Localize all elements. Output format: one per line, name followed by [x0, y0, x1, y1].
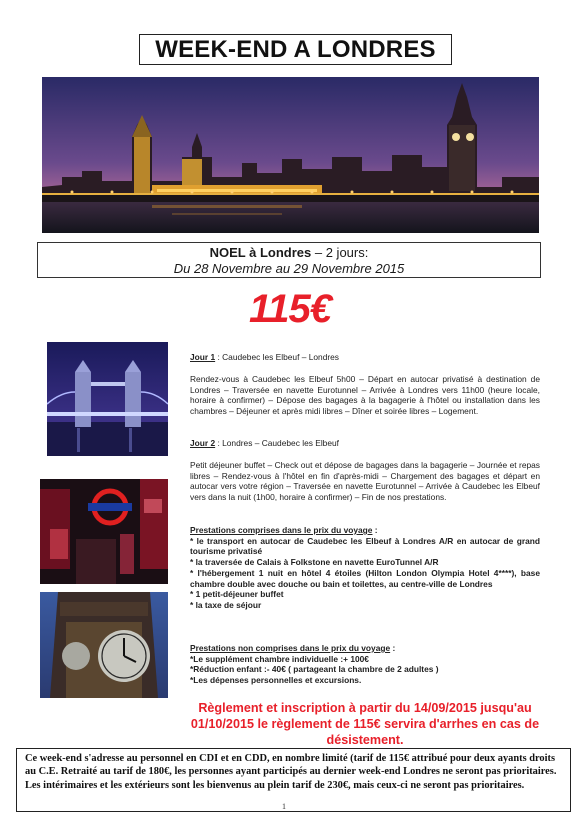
included-heading-suffix: :	[372, 525, 378, 535]
not-included-item: *Réduction enfant :- 40€ ( partageant la chambre de 2 adultes )	[190, 664, 439, 675]
day2-body: Petit déjeuner buffet – Check out et dépose de bagages dans la bagagerie – Journée et repas libres – Rendez-vous à l'hôtel en fin d'après-midi – Chargement des bagages et départ en autocar vers votre région – Traversée en navette Eurotunnel – Arrivée à Caudebec les Elbeuf vers dans la nuit (1h00, horaire à confirmer) – Fin de nos prestations.	[190, 460, 540, 503]
page-number: 1	[282, 802, 286, 811]
day1-body: Rendez-vous à Caudebec les Elbeuf 5h00 – Départ en autocar privatisé à destination de Londres – Traversée en navette Eurotunnel – Arrivée à Londres vers 11h00 (heure locale, horaire à confirmer) – Dépose des bagages à la bagagerie à l'hôtel ou installation dans les chambres – Déjeuner et après midi libres – Dîner et soirée libres – Logement.	[190, 374, 540, 417]
trip-name: NOEL à Londres	[209, 245, 312, 260]
included-item: * 1 petit-déjeuner buffet	[190, 589, 284, 600]
included-item: * le transport en autocar de Caudebec les Elbeuf à Londres A/R en autocar de grand tourisme privatisé	[190, 535, 540, 557]
day2-route: : Londres – Caudebec les Elbeuf	[215, 438, 339, 448]
day1-heading: Jour 1	[190, 352, 216, 362]
included-item: * l'hébergement 1 nuit en hôtel 4 étoiles (Hilton London Olympia Hotel 4****), base chambre double avec douche ou bain et toilettes, au centre-ville de Londres	[190, 567, 540, 589]
included-section	[190, 525, 540, 611]
not-included-item: *Les dépenses personnelles et excursions.	[190, 675, 362, 686]
not-included-item: *Le supplément chambre individuelle :+ 100€	[190, 653, 369, 664]
included-heading: Prestations comprises dans le prix du voyage	[190, 525, 373, 535]
trip-dates-box	[37, 242, 541, 278]
not-included-heading: Prestations non comprises dans le prix du voyage	[190, 643, 391, 653]
not-included-section	[190, 643, 540, 686]
day1-section	[190, 352, 540, 363]
trip-dates: Du 28 Novembre au 29 Novembre 2015	[173, 261, 405, 276]
registration-notice: Règlement et inscription à partir du 14/09/2015 jusqu'au 01/10/2015 le règlement de 115€ servira d'arrhes en cas de désistement.	[190, 701, 540, 747]
big-ben-clock-photo	[40, 592, 168, 698]
day1-route: : Caudebec les Elbeuf – Londres	[215, 352, 339, 362]
trip-price: 115€	[248, 287, 331, 331]
westminster-night-photo	[42, 77, 539, 233]
day2-heading: Jour 2	[190, 438, 216, 448]
eligibility-box	[16, 748, 571, 812]
page-title: WEEK-END A LONDRES	[139, 34, 452, 65]
day2-section	[190, 438, 540, 449]
tower-bridge-photo	[47, 342, 168, 456]
not-included-heading-suffix: :	[390, 643, 396, 653]
eligibility-text: Ce week-end s'adresse au personnel en CDI et en CDD, en nombre limité (tarif de 115€ attribué pour deux ayants droits au C.E. Retraité au tarif de 180€, les personnes ayant participés au dernier week-end Londres ne seront pas prioritaires. Les intérimaires et les extérieurs sont les bienvenus au plein tarif de 230€, mais ceux-ci ne seront pas prioritaires.	[25, 753, 557, 791]
trip-duration: – 2 jours:	[311, 245, 369, 260]
included-item: * la taxe de séjour	[190, 599, 262, 610]
included-item: * la traversée de Calais à Folkstone en navette EuroTunnel A/R	[190, 557, 439, 568]
underground-sign-photo	[40, 479, 168, 584]
